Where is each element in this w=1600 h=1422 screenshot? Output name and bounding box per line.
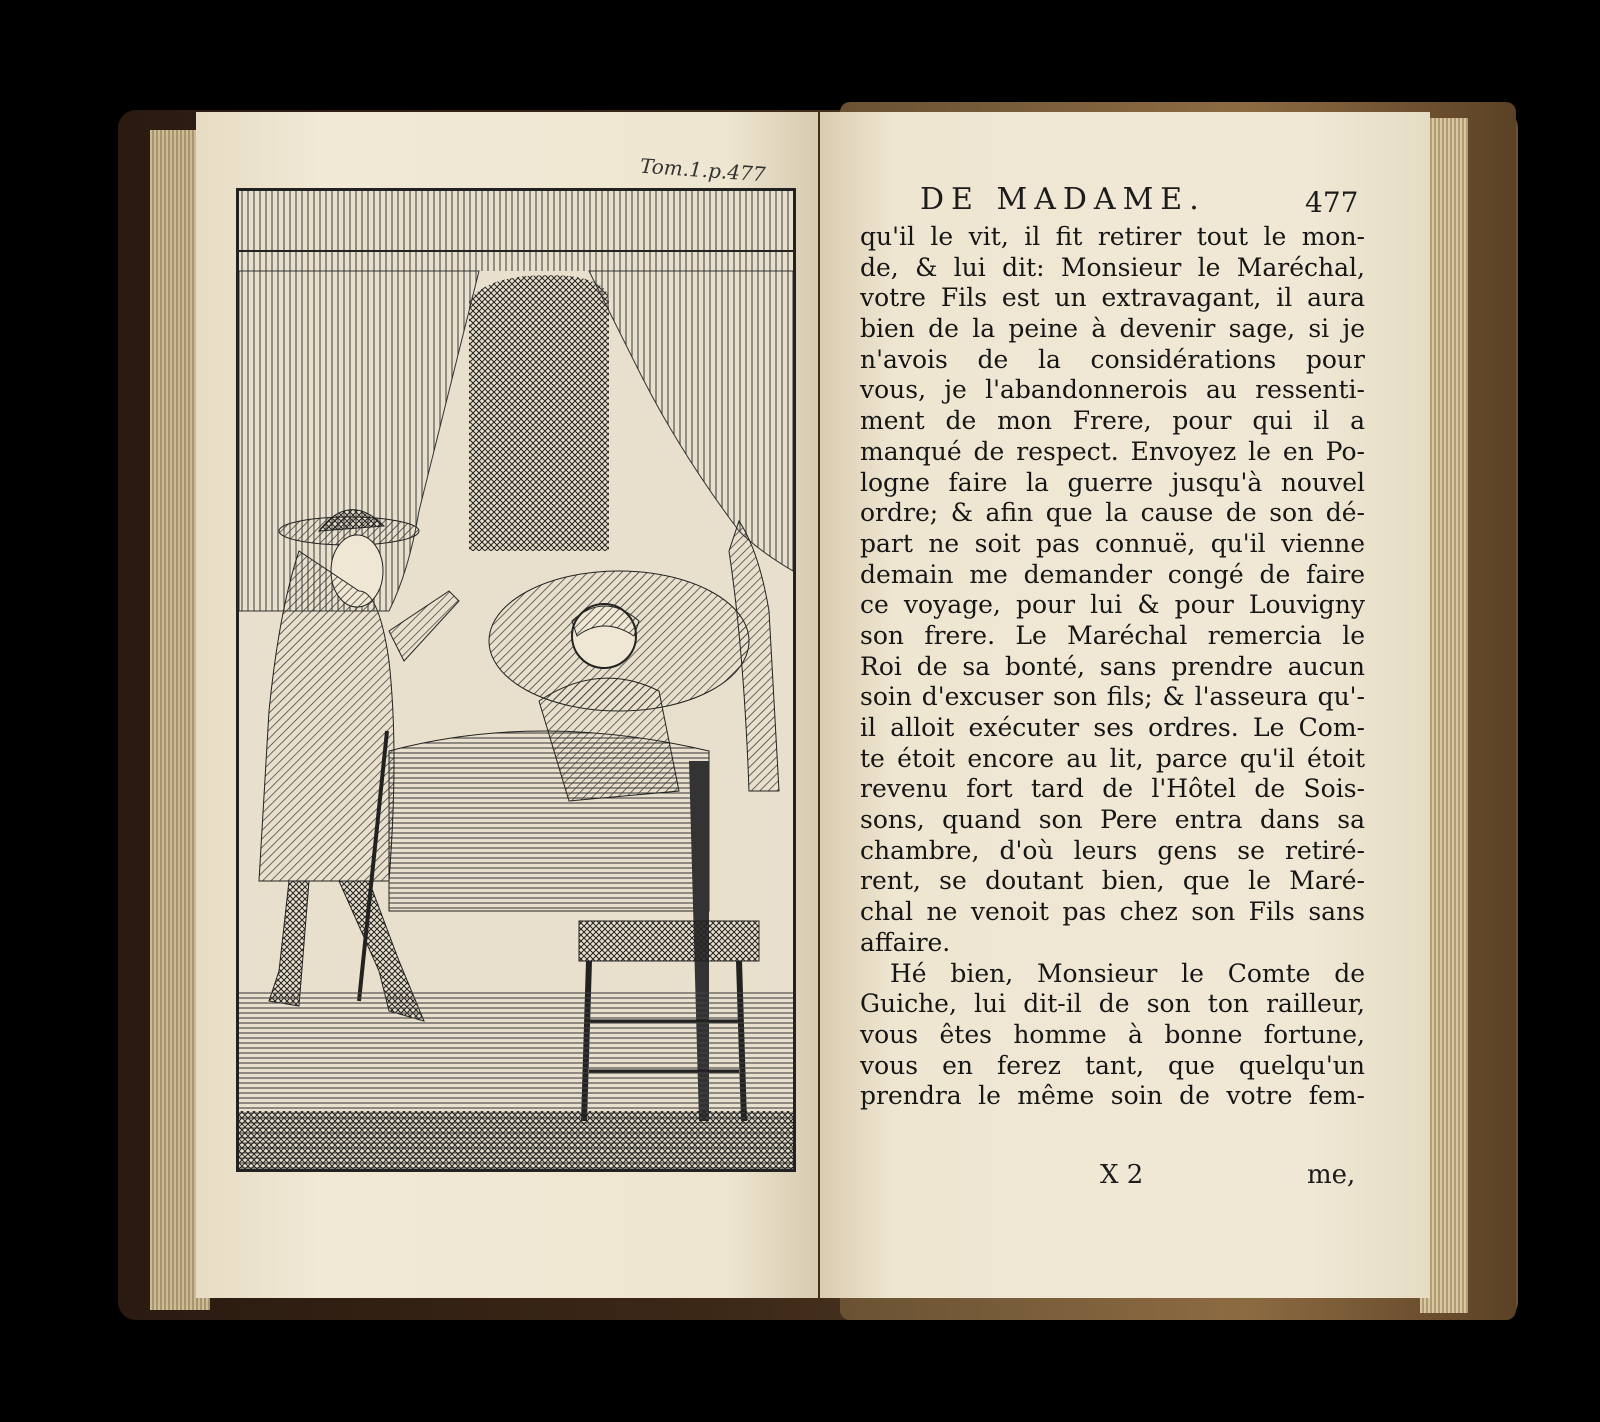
text-line: prendra le même soin de votre fem-	[860, 1081, 1365, 1111]
text-line: n'avois de la considérations pour	[860, 344, 1365, 374]
text-line: part ne soit pas connuë, qu'il vienne	[860, 528, 1365, 558]
alcove	[469, 275, 609, 551]
text-line: sons, quand son Pere entra dans sa	[860, 805, 1365, 835]
canopy-valance	[239, 191, 793, 271]
text-line: rent, se doutant bien, que le Maré-	[860, 866, 1365, 896]
text-line: bien de la peine à devenir sage, si je	[860, 314, 1365, 344]
text-line: vous en ferez tant, que quelqu'un	[860, 1050, 1365, 1080]
text-line: qu'il le vit, il fit retirer tout le mon-	[860, 222, 1365, 251]
text-line: Guiche, lui dit-il de son ton railleur,	[860, 989, 1365, 1019]
text-line: votre Fils est un extravagant, il aura	[860, 283, 1365, 313]
text-line: ment de mon Frere, pour qui il a	[860, 406, 1365, 436]
plate-reference: Tom.1.p.477	[639, 153, 767, 187]
text-line: ordre; & afin que la cause de son dé-	[860, 498, 1365, 528]
father-arm	[389, 591, 459, 661]
engraving-svg	[239, 191, 793, 1169]
text-line: vous, je l'abandonnerois au ressenti-	[860, 375, 1365, 405]
catchword: me,	[1307, 1160, 1356, 1190]
right-curtain	[589, 271, 793, 571]
text-line: Roi de sa bonté, sans prendre aucun	[860, 651, 1365, 681]
text-line: Hé bien, Monsieur le Comte de	[890, 958, 1365, 988]
page-number: 477	[1305, 186, 1359, 219]
text-line: son frere. Le Maréchal remercia le	[860, 620, 1365, 650]
text-line: chambre, d'où leurs gens se retiré-	[860, 835, 1365, 865]
text-line: chal ne venoit pas chez son Fils sans	[860, 897, 1365, 927]
body-text	[860, 222, 1365, 1112]
father-leg-left	[269, 881, 309, 1006]
text-line: te étoit encore au lit, parce qu'il étoit	[860, 743, 1365, 773]
chair-seat	[579, 921, 759, 961]
engraving-illustration	[236, 188, 796, 1172]
text-line: revenu fort tard de l'Hôtel de Sois-	[860, 774, 1365, 804]
signature-mark: X 2	[1100, 1160, 1144, 1190]
text-line: ce voyage, pour lui & pour Louvigny	[860, 590, 1365, 620]
text-line: de, & lui dit: Monsieur le Maréchal,	[860, 252, 1365, 282]
text-line: manqué de respect. Envoyez le en Po-	[860, 436, 1365, 466]
text-line: affaire.	[860, 927, 951, 957]
text-line: il alloit exécuter ses ordres. Le Com-	[860, 713, 1365, 742]
text-line: soin d'excuser son fils; & l'asseura qu'-	[860, 682, 1365, 712]
running-head: DE MADAME.	[920, 182, 1206, 217]
text-line: vous êtes homme à bonne fortune,	[860, 1019, 1365, 1049]
text-line: logne faire la guerre jusqu'à nouvel	[860, 467, 1365, 497]
text-line: demain me demander congé de faire	[860, 559, 1365, 589]
